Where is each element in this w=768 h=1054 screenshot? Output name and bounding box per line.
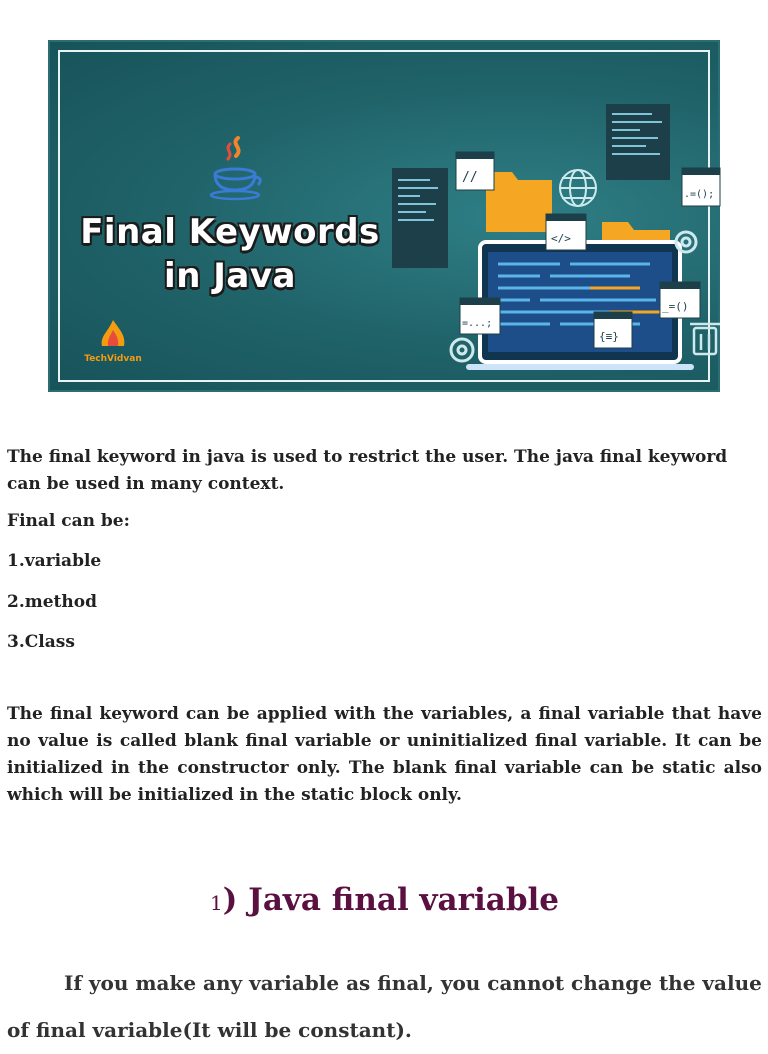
gear-icon-2 [451, 339, 473, 361]
code-window-statement [460, 298, 500, 334]
code-window-assign [660, 282, 700, 318]
intro-prefix: The [7, 447, 49, 467]
list-item-method: 2.method [7, 592, 97, 612]
code-window-html [546, 214, 586, 250]
code-window-call [682, 168, 720, 206]
flame-icon [78, 318, 148, 354]
banner-title-line-2: in Java [164, 256, 296, 296]
brand-logo [78, 318, 148, 368]
section-heading [7, 880, 762, 923]
svg-text://: // [462, 170, 478, 185]
heading-number: 1 [209, 891, 223, 915]
folder-icon [486, 172, 552, 232]
svg-text:=...;: =...; [462, 318, 493, 329]
final-variable-paragraph: If you make any variable as final, you cannot change the value of final variable(It will be constant). [7, 971, 762, 1042]
banner-title-line-1: Final Keywords [80, 212, 380, 252]
svg-text:</>: </> [551, 232, 571, 245]
intro-suffix: in java is used to restrict the user. The java final keyword can be used in many context. [7, 447, 728, 494]
banner-image [48, 40, 720, 392]
final-can-be-label: Final can be: [7, 511, 130, 531]
laptop-base [466, 364, 694, 370]
svg-text:{≡}: {≡} [599, 330, 619, 343]
svg-text:.=();: .=(); [684, 189, 715, 200]
globe-icon [560, 170, 596, 206]
banner-title [80, 210, 380, 298]
trash-icon [690, 324, 720, 354]
brand-name: TechVidvan [84, 354, 142, 364]
code-window-braces [594, 312, 632, 348]
heading-text: ) Java final variable [222, 882, 560, 918]
intro-paragraph [7, 444, 762, 498]
blank-final-paragraph: The final keyword can be applied with the variables, a final variable that have no value is called blank final variable or uninitialized final variable. It can be initialized in the constructor only. The blank final variable can be static also which will be initialized in the static block only. [7, 704, 762, 805]
code-panel-top [606, 104, 670, 180]
code-panel-left [392, 168, 448, 268]
list-item-variable: 1.variable [7, 551, 102, 571]
laptop-code-illustration [390, 102, 715, 362]
list-item-class: 3.Class [7, 632, 75, 652]
svg-text:_=(): _=() [662, 300, 689, 313]
intro-bold-term: final keyword [48, 447, 177, 467]
java-logo-icon [200, 132, 270, 202]
code-window-comment [456, 152, 494, 190]
